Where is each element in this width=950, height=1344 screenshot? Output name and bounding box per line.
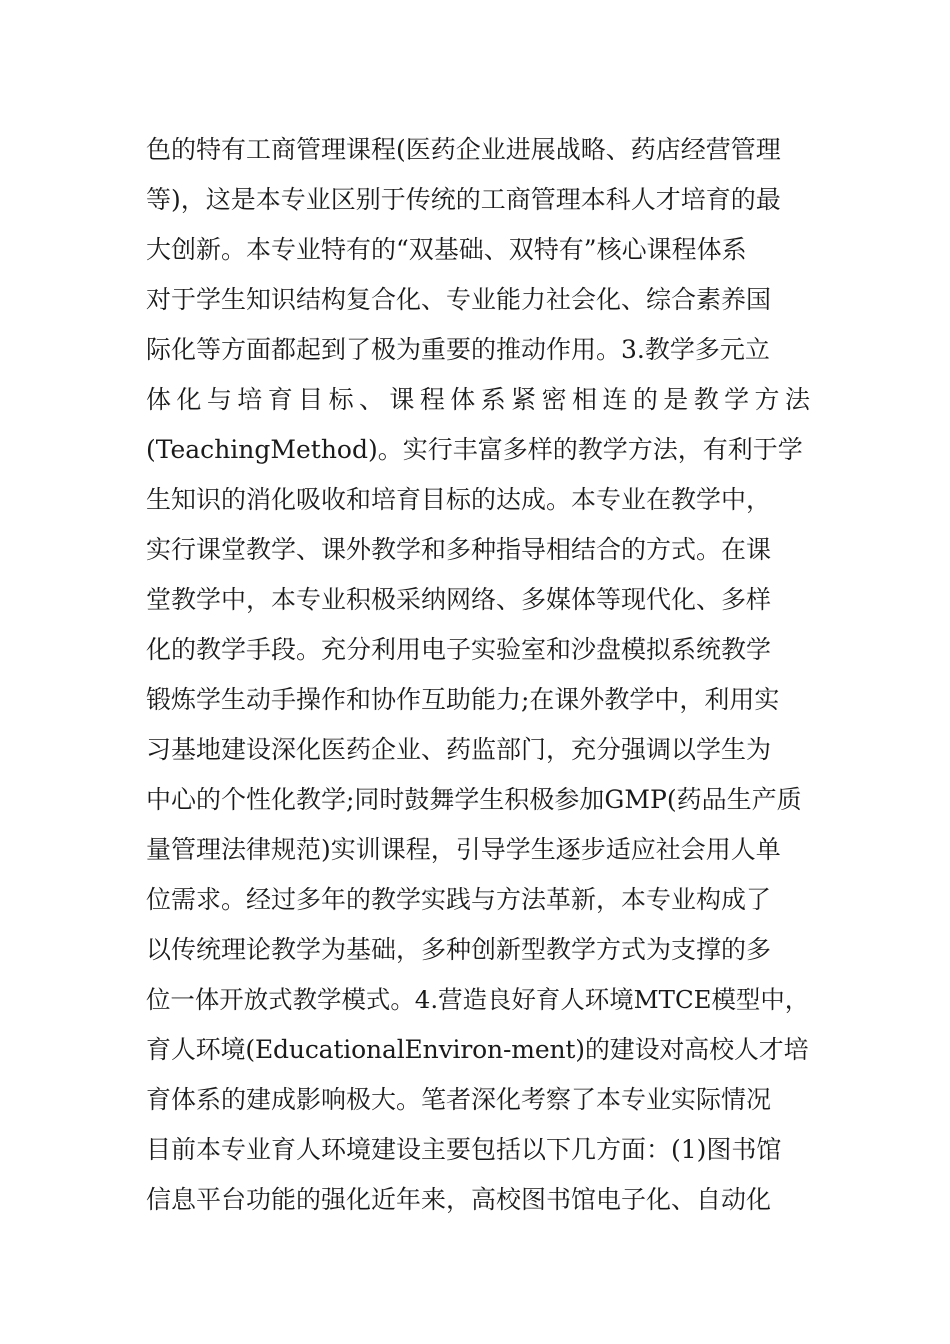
text-line: 大创新。本专业特有的“双基础、双特有”核心课程体系 (146, 235, 747, 264)
text-line: 锻炼学生动手操作和协作互助能力;在课外教学中，利用实 (146, 685, 780, 714)
text-line: 等)，这是本专业区别于传统的工商管理本科人才培育的最 (146, 185, 781, 214)
text-line: 体化与培育目标、课程体系紧密相连的是教学方法 (146, 385, 810, 414)
text-line: 位一体开放式教学模式。4.营造良好育人环境MTCE模型中， (146, 985, 810, 1014)
text-line: (TeachingMethod)。实行丰富多样的教学方法，有利于学 (146, 435, 803, 464)
text-line: 育体系的建成影响极大。笔者深化考察了本专业实际情况 (146, 1085, 772, 1114)
text-line: 目前本专业育人环境建设主要包括以下几方面：(1)图书馆 (146, 1135, 782, 1164)
text-line: 对于学生知识结构复合化、专业能力社会化、综合素养国 (146, 285, 772, 314)
text-line: 化的教学手段。充分利用电子实验室和沙盘模拟系统教学 (146, 635, 772, 664)
text-line: 色的特有工商管理课程(医药企业进展战略、药店经营管理 (146, 135, 781, 164)
text-line: 堂教学中，本专业积极采纳网络、多媒体等现代化、多样 (146, 585, 772, 614)
text-line: 中心的个性化教学;同时鼓舞学生积极参加GMP(药品生产质 (146, 785, 802, 814)
text-line: 信息平台功能的强化近年来，高校图书馆电子化、自动化 (146, 1185, 772, 1214)
text-line: 位需求。经过多年的教学实践与方法革新，本专业构成了 (146, 885, 772, 914)
text-line: 习基地建设深化医药企业、药监部门，充分强调以学生为 (146, 735, 772, 764)
text-line: 生知识的消化吸收和培育目标的达成。本专业在教学中， (146, 485, 772, 514)
text-line: 量管理法律规范)实训课程，引导学生逐步适应社会用人单 (146, 835, 781, 864)
text-line: 以传统理论教学为基础，多种创新型教学方式为支撑的多 (146, 935, 772, 964)
text-line: 育人环境(EducationalEnviron-ment)的建设对高校人才培 (146, 1035, 809, 1064)
text-line: 际化等方面都起到了极为重要的推动作用。3.教学多元立 (146, 335, 770, 364)
text-line: 实行课堂教学、课外教学和多种指导相结合的方式。在课 (146, 535, 772, 564)
body-paragraph (146, 130, 810, 1230)
